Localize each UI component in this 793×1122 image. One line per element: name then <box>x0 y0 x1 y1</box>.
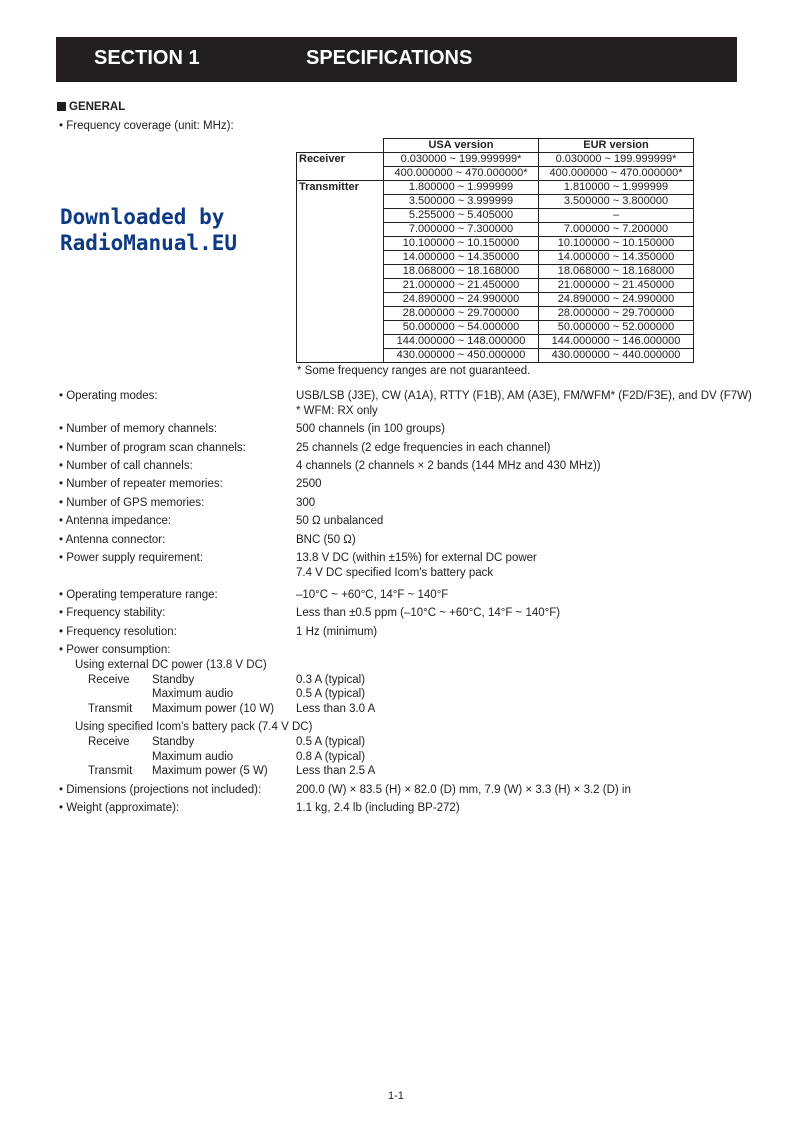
row-label <box>297 265 384 279</box>
table-row <box>297 293 694 307</box>
eur-range: 7.000000 ~ 7.200000 <box>539 223 694 237</box>
page-number: 1-1 <box>388 1090 404 1102</box>
spec-value: 300 <box>296 497 316 509</box>
usa-range: 144.000000 ~ 148.000000 <box>384 335 539 349</box>
power-value: 0.3 A (typical) <box>296 674 366 686</box>
eur-range: 10.100000 ~ 10.150000 <box>539 237 694 251</box>
power-mode: Receive <box>88 674 130 686</box>
power-mode: Transmit <box>88 765 133 777</box>
power-ext-label: Using external DC power (13.8 V DC) <box>75 659 267 671</box>
power-condition: Maximum audio <box>152 688 234 700</box>
dimensions-value: 200.0 (W) × 83.5 (H) × 82.0 (D) mm, 7.9 (W) × 3.3 (H) × 3.2 (D) in <box>296 784 631 796</box>
power-value: 0.5 A (typical) <box>296 688 366 700</box>
section-header <box>56 37 737 82</box>
usa-range: 1.800000 ~ 1.999999 <box>384 181 539 195</box>
spec-value: 500 channels (in 100 groups) <box>296 423 445 435</box>
table-row <box>297 223 694 237</box>
usa-range: 3.500000 ~ 3.999999 <box>384 195 539 209</box>
spec-label: • Antenna impedance: <box>59 515 172 527</box>
table-row <box>297 195 694 209</box>
usa-range: 0.030000 ~ 199.999999* <box>384 153 539 167</box>
power-value: 0.5 A (typical) <box>296 736 366 748</box>
eur-range: 21.000000 ~ 21.450000 <box>539 279 694 293</box>
spec-label: • Number of call channels: <box>59 460 193 472</box>
row-label <box>297 209 384 223</box>
table-row <box>297 307 694 321</box>
spec-value-note: 7.4 V DC specified Icom's battery pack <box>296 567 494 579</box>
power-condition: Standby <box>152 736 195 748</box>
power-value: Less than 2.5 A <box>296 765 376 777</box>
table-row <box>297 251 694 265</box>
eur-range: 144.000000 ~ 146.000000 <box>539 335 694 349</box>
power-condition: Maximum audio <box>152 751 234 763</box>
table-row <box>297 321 694 335</box>
power-value: 0.8 A (typical) <box>296 751 366 763</box>
power-label: • Power consumption: <box>59 644 171 656</box>
spec-label: • Power supply requirement: <box>59 552 204 564</box>
column-header-usa: USA version <box>384 139 539 153</box>
watermark-line1: Downloaded by <box>60 205 225 229</box>
spec-value: USB/LSB (J3E), CW (A1A), RTTY (F1B), AM (A3E), FM/WFM* (F2D/F3E), and DV (F7W) <box>296 390 752 402</box>
spec-value-note: * WFM: RX only <box>296 405 378 417</box>
eur-range: – <box>539 209 694 223</box>
spec-value: –10°C ~ +60°C, 14°F ~ 140°F <box>296 589 449 601</box>
weight-label: • Weight (approximate): <box>59 802 180 814</box>
usa-range: 7.000000 ~ 7.300000 <box>384 223 539 237</box>
row-label <box>297 279 384 293</box>
table-row <box>297 237 694 251</box>
table-row <box>297 209 694 223</box>
table-row <box>297 335 694 349</box>
row-label <box>297 307 384 321</box>
usa-range: 21.000000 ~ 21.450000 <box>384 279 539 293</box>
spec-label: • Number of program scan channels: <box>59 442 246 454</box>
eur-range: 430.000000 ~ 440.000000 <box>539 349 694 363</box>
section-title: SPECIFICATIONS <box>306 47 473 69</box>
row-label <box>297 321 384 335</box>
section-number: SECTION 1 <box>94 47 200 69</box>
spec-label: • Frequency resolution: <box>59 626 177 638</box>
heading-square-icon <box>57 102 66 111</box>
eur-range: 1.810000 ~ 1.999999 <box>539 181 694 195</box>
spec-value: 25 channels (2 edge frequencies in each channel) <box>296 442 551 454</box>
spec-value: 4 channels (2 channels × 2 bands (144 MHz and 430 MHz)) <box>296 460 601 472</box>
spec-label: • Number of memory channels: <box>59 423 218 435</box>
eur-range: 3.500000 ~ 3.800000 <box>539 195 694 209</box>
row-label: Receiver <box>297 153 384 167</box>
usa-range: 18.068000 ~ 18.168000 <box>384 265 539 279</box>
power-mode: Receive <box>88 736 130 748</box>
usa-range: 400.000000 ~ 470.000000* <box>384 167 539 181</box>
spec-label: • Frequency stability: <box>59 607 166 619</box>
row-label <box>297 293 384 307</box>
row-label <box>297 335 384 349</box>
eur-range: 24.890000 ~ 24.990000 <box>539 293 694 307</box>
table-row <box>297 349 694 363</box>
usa-range: 10.100000 ~ 10.150000 <box>384 237 539 251</box>
row-label <box>297 251 384 265</box>
usa-range: 430.000000 ~ 450.000000 <box>384 349 539 363</box>
power-condition: Maximum power (5 W) <box>152 765 268 777</box>
spec-label: • Number of repeater memories: <box>59 478 223 490</box>
eur-range: 28.000000 ~ 29.700000 <box>539 307 694 321</box>
spec-value: 1 Hz (minimum) <box>296 626 378 638</box>
spec-value: 2500 <box>296 478 322 490</box>
spec-label: • Antenna connector: <box>59 534 166 546</box>
power-value: Less than 3.0 A <box>296 703 376 715</box>
eur-range: 400.000000 ~ 470.000000* <box>539 167 694 181</box>
frequency-coverage-label: • Frequency coverage (unit: MHz): <box>59 120 234 132</box>
table-row <box>297 265 694 279</box>
eur-range: 0.030000 ~ 199.999999* <box>539 153 694 167</box>
table-row <box>297 153 694 167</box>
power-condition: Standby <box>152 674 195 686</box>
eur-range: 50.000000 ~ 52.000000 <box>539 321 694 335</box>
eur-range: 18.068000 ~ 18.168000 <box>539 265 694 279</box>
general-heading-text: GENERAL <box>69 101 126 113</box>
spec-label: • Operating temperature range: <box>59 589 218 601</box>
spec-value: 50 Ω unbalanced <box>296 515 384 527</box>
table-row <box>297 279 694 293</box>
watermark-line2: RadioManual.EU <box>60 231 238 255</box>
frequency-table <box>296 138 694 363</box>
row-label <box>297 195 384 209</box>
power-mode: Transmit <box>88 703 133 715</box>
general-heading <box>57 101 125 113</box>
row-label <box>297 223 384 237</box>
column-header-eur: EUR version <box>539 139 694 153</box>
row-label: Transmitter <box>297 181 384 195</box>
usa-range: 28.000000 ~ 29.700000 <box>384 307 539 321</box>
spec-value: 13.8 V DC (within ±15%) for external DC power <box>296 552 537 564</box>
table-row <box>297 181 694 195</box>
watermark <box>60 204 237 256</box>
power-condition: Maximum power (10 W) <box>152 703 275 715</box>
spec-label: • Operating modes: <box>59 390 158 402</box>
dimensions-label: • Dimensions (projections not included): <box>59 784 262 796</box>
power-bat-label: Using specified Icom's battery pack (7.4 V DC) <box>75 721 313 733</box>
row-label <box>297 349 384 363</box>
frequency-footnote: * Some frequency ranges are not guaranteed. <box>297 365 531 377</box>
usa-range: 14.000000 ~ 14.350000 <box>384 251 539 265</box>
usa-range: 50.000000 ~ 54.000000 <box>384 321 539 335</box>
spec-value: Less than ±0.5 ppm (–10°C ~ +60°C, 14°F ~ 140°F) <box>296 607 561 619</box>
usa-range: 24.890000 ~ 24.990000 <box>384 293 539 307</box>
table-row <box>297 167 694 181</box>
usa-range: 5.255000 ~ 5.405000 <box>384 209 539 223</box>
spec-value: BNC (50 Ω) <box>296 534 356 546</box>
eur-range: 14.000000 ~ 14.350000 <box>539 251 694 265</box>
row-label <box>297 167 384 181</box>
spec-label: • Number of GPS memories: <box>59 497 205 509</box>
weight-value: 1.1 kg, 2.4 lb (including BP-272) <box>296 802 460 814</box>
row-label <box>297 237 384 251</box>
